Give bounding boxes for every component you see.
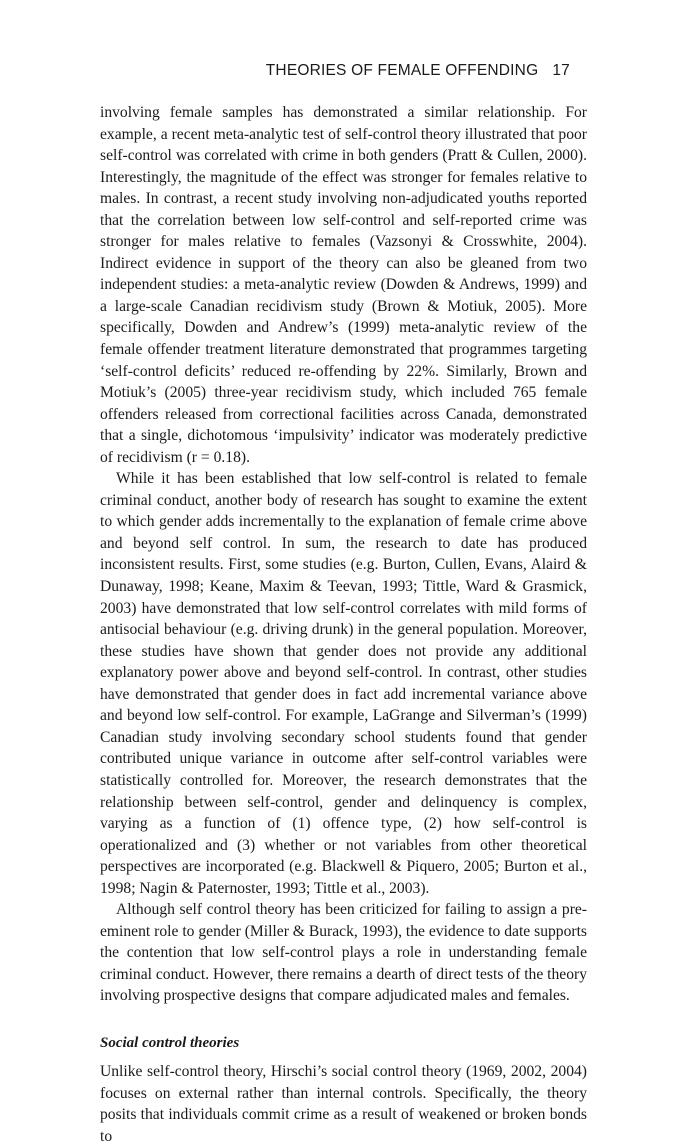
body-text	[100, 102, 587, 1147]
paragraph-social-control: Unlike self-control theory, Hirschi’s social control theory (1969, 2002, 2004) focuses on external rather than internal controls. Specifically, the theory posits that individuals commit crime as a result of weakened or broken bonds to	[100, 1062, 587, 1145]
paragraph-summary: Although self control theory has been criticized for failing to assign a pre-eminent role to gender (Miller & Burack, 1993), the evidence to date supports the contention that low self-control plays a role in understanding female criminal conduct. However, there remains a dearth of direct tests of the theory involving prospective designs that compare adjudicated males and females.	[100, 901, 587, 1005]
section-heading: Social control theories	[100, 1034, 240, 1051]
running-head	[266, 62, 570, 80]
page-number: 17	[552, 62, 570, 79]
running-head-title: THEORIES OF FEMALE OFFENDING	[265, 62, 539, 79]
paragraph-self-control-gender: While it has been established that low self-control is related to female criminal conduct, another body of research has sought to examine the extent to which gender adds incrementally to the explanation of female crime above and beyond self control. In sum, the research to date has produced inconsistent results. First, some studies (e.g. Burton, Cullen, Evans, Alaird & Dunaway, 1998; Keane, Maxim & Teevan, 1993; Tittle, Ward & Grasmick, 2003) have demonstrated that low self-control correlates with mild forms of antisocial behaviour (e.g. driving drunk) in the general population. Moreover, these studies have shown that gender does not provide any additional explanatory power above and beyond self-control. In contrast, other studies have demonstrated that gender does in fact add incremental variance above and beyond low self-control. For example, LaGrange and Silverman’s (1999) Canadian study involving secondary school students found that gender contributed unique variance in outcome after self-control variables were statistically controlled for. Moreover, the research demonstrates that the relationship between self-control, gender and delinquency is complex, varying as a function of (1) offence type, (2) how self-control is operationalized and (3) whether or not variables from other theoretical perspectives are incorporated (e.g. Blackwell & Piquero, 2005; Burton et al., 1998; Nagin & Paternoster, 1993; Tittle et al., 2003).	[100, 470, 587, 897]
paragraph-continuation: involving female samples has demonstrated a similar relationship. For example, a recent meta-analytic test of self-control theory illustrated that poor self-control was correlated with crime in both genders (Pratt & Cullen, 2000). Interestingly, the magnitude of the effect was stronger for females relative to males. In contrast, a recent study involving non-adjudicated youths reported that the correlation between low self-control and self-reported crime was stronger for males relative to females (Vazsonyi & Crosswhite, 2004). Indirect evidence in support of the theory can also be gleaned from two independent studies: a meta-analytic review (Dowden & Andrews, 1999) and a large-scale Canadian recidivism study (Brown & Motiuk, 2005). More specifically, Dowden and Andrew’s (1999) meta-analytic review of the female offender treatment literature demonstrated that programmes targeting ‘self-control deficits’ reduced re-offending by 22%. Similarly, Brown and Motiuk’s (2005) three-year recidivism study, which included 765 female offenders released from correctional facilities across Canada, demonstrated that a single, dichotomous ‘impulsivity’ indicator was moderately predictive of recidivism (r = 0.18).	[100, 104, 587, 466]
